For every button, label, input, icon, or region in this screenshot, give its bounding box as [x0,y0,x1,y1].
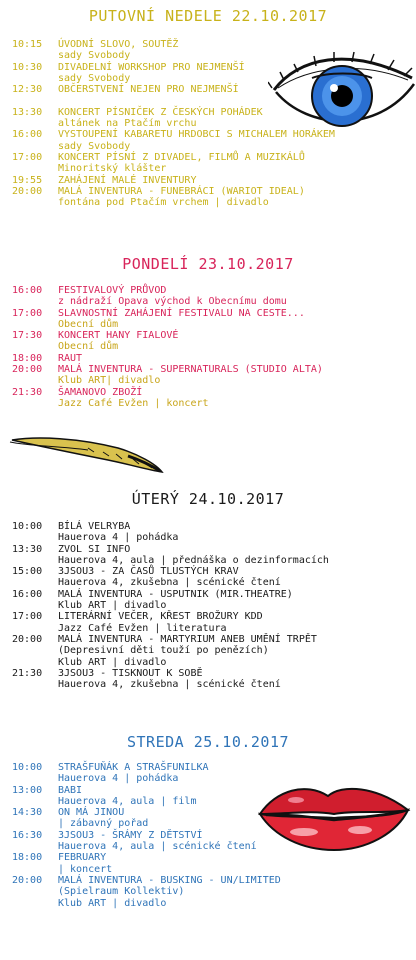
event-text: FESTIVALOVÝ PRŮVOD [58,285,167,296]
event-time [12,645,58,656]
event-time [12,577,58,588]
event-text: ÚVODNÍ SLOVO, SOUTĚŽ [58,39,179,50]
event-time [12,341,58,352]
event-text: LITERÁRNÍ VEČER, KŘEST BROŽURY KDD [58,611,263,623]
program-row [12,544,342,555]
event-text: Hauerova 4, aula | film [58,795,197,807]
event-time: 18:00 [12,852,43,864]
eye-illustration [268,38,416,136]
program-row [12,398,342,409]
program-row [12,668,342,679]
event-text: Jazz Café Evžen | literatura [58,622,227,634]
event-time [12,818,58,829]
event-text: z nádraží Opava východ k Obecnímu domu [58,296,287,308]
event-time: 15:00 [12,566,43,578]
program-row [12,555,342,566]
program-list [12,285,342,409]
event-text: (Spielraum Kollektiv) [58,886,185,898]
event-time [12,398,58,409]
event-time [12,50,58,61]
event-time: 10:30 [12,61,43,73]
event-time [12,141,58,152]
program-row [12,197,342,208]
event-time: 13:30 [12,106,43,118]
program-row [12,364,342,375]
event-text: KONCERT PÍSNÍ Z DIVADEL, FILMŮ A MUZIKÁLŮ [58,151,305,163]
event-text: Hauerova 4, zkušebna | scénické čtení [58,577,281,589]
program-row [12,152,342,163]
program-row [12,330,342,341]
event-time [12,886,58,897]
event-time [12,296,58,307]
event-time: 10:00 [12,762,43,773]
event-time [12,375,58,386]
event-text: RAUT [58,352,83,364]
event-text: SLAVNOSTNÍ ZAHÁJENÍ FESTIVALU NA CESTE... [58,307,305,319]
event-time: 21:30 [12,386,43,398]
day-heading: ÚTERÝ 24.10.2017 [131,490,285,508]
event-time [12,898,58,909]
event-text: MALÁ INVENTURA - SUPERNATURALS (STUDIO ALTA) [58,364,323,376]
program-row [12,898,342,909]
program-row [12,566,342,577]
event-text: OBČERSTVENÍ NEJEN PRO NEJMENŠÍ [58,84,239,96]
event-time: 19:55 [12,174,43,186]
event-text: fontána pod Ptačím vrchem | divadlo [58,197,269,209]
event-time: 16:00 [12,285,43,296]
program-row [12,645,342,656]
event-time: 20:00 [12,185,43,197]
program-row [12,521,342,532]
program-row [12,589,342,600]
program-row [12,657,342,668]
event-text: Obecní dům [58,341,119,353]
event-time: 17:00 [12,151,43,163]
event-time [12,95,58,106]
event-time: 13:30 [12,543,43,555]
event-text: MALÁ INVENTURA - FUNEBRÁCI (WARIOT IDEAL) [58,185,305,197]
event-text: BÍLÁ VELRYBA [58,521,131,532]
program-row [12,762,342,773]
event-text: ZVOL SI INFO [58,543,131,555]
program-row [12,634,342,645]
event-text: Jazz Café Evžen | koncert [58,397,209,409]
event-time [12,118,58,129]
event-text: altánek na Ptačím vrchu [58,118,197,130]
event-time [12,532,58,543]
event-text: Obecní dům [58,318,119,330]
program-row [12,163,342,174]
event-time: 17:00 [12,307,43,319]
event-text: 3JSOU3 - ZA ČASŮ TLUSTÝCH KRAV [58,566,239,578]
event-text: sady Svobody [58,50,131,62]
event-text: sady Svobody [58,140,131,152]
program-row [12,175,342,186]
program-row [12,532,342,543]
program-row [12,285,342,296]
event-text: Klub ART| divadlo [58,375,161,387]
program-row [12,864,342,875]
event-text: ON MÁ JINOU [58,807,125,819]
event-time: 16:30 [12,829,43,841]
event-time [12,864,58,875]
program-row [12,387,342,398]
event-text: ŠAMANOVO ZBOŽÍ [58,386,143,398]
event-text: MALÁ INVENTURA - USPUTNIK (MIR.THEATRE) [58,588,293,600]
program-row [12,296,342,307]
event-text: Minoritský klášter [58,163,167,175]
event-text: ZAHÁJENÍ MALÉ INVENTURY [58,174,197,186]
program-row [12,611,342,622]
event-text: KONCERT HANY FIALOVÉ [58,330,179,342]
event-text: sady Svobody [58,72,131,84]
program-row [12,886,342,897]
event-time [12,163,58,174]
event-text: 3JSOU3 - ŠRÁMY Z DĚTSTVÍ [58,829,203,841]
event-time: 17:30 [12,330,43,342]
event-time [12,555,58,566]
program-row [12,623,342,634]
event-text: 3JSOU3 - TISKNOUT K SOBĚ [58,667,203,679]
program-list [12,521,342,690]
program-row [12,875,342,886]
event-time: 21:30 [12,667,43,679]
program-row [12,341,342,352]
program-row [12,577,342,588]
event-text: | koncert [58,863,113,875]
event-text: | zábavný pořad [58,818,149,830]
event-text: DIVADELNÍ WORKSHOP PRO NEJMENŠÍ [58,61,245,73]
program-row [12,141,342,152]
event-text: BABI [58,784,83,796]
event-text: Klub ART | divadlo [58,656,167,668]
lips-illustration [256,780,412,852]
day-heading: PONDELÍ 23.10.2017 [122,255,294,273]
event-time [12,197,58,208]
event-text: STRAŠFUŇÁK A STRAŠFUNILKA [58,762,209,773]
event-time [12,623,58,634]
event-time [12,679,58,690]
event-time [12,73,58,84]
program-row [12,186,342,197]
event-text: Hauerova 4, zkušebna | scénické čtení [58,679,281,691]
day-heading: STREDA 25.10.2017 [126,733,290,751]
program-row [12,600,342,611]
event-time: 18:00 [12,352,43,364]
event-time [12,773,58,784]
event-time: 20:00 [12,364,43,376]
event-time [12,600,58,611]
eyebrow-illustration [8,434,168,476]
event-time: 16:00 [12,129,43,141]
event-text: Hauerova 4, aula | přednáška o dezinformacích [58,554,329,566]
event-time: 20:00 [12,633,43,645]
event-text: Hauerova 4 | pohádka [58,773,179,785]
event-time: 12:30 [12,84,43,96]
event-text: FEBRUARY [58,852,107,864]
program-row [12,375,342,386]
program-row [12,319,342,330]
event-time: 20:00 [12,874,43,886]
event-time [12,657,58,668]
event-text: VYSTOUPENÍ KABARETU HRDOBCI S MICHALEM HORÁKEM [58,129,335,141]
event-text: Klub ART | divadlo [58,600,167,612]
event-time: 14:30 [12,807,43,819]
event-time: 16:00 [12,588,43,600]
event-time [12,319,58,330]
program-row [12,852,342,863]
event-text: KONCERT PÍSNIČEK Z ČESKÝCH POHÁDEK [58,106,263,118]
event-time: 17:00 [12,611,43,623]
event-time [12,796,58,807]
day-heading: PUTOVNÍ NEDELE 22.10.2017 [88,7,328,25]
event-text: Klub ART | divadlo [58,897,167,909]
program-row [12,679,342,690]
event-text: (Depresivní děti touží po penězích) [58,645,269,657]
event-text: MALÁ INVENTURA - MARTYRIUM ANEB UMĚNÍ TRPĚT [58,633,317,645]
program-row [12,353,342,364]
event-time: 10:00 [12,521,43,532]
event-text: Hauerova 4, aula | scénické čtení [58,841,257,853]
event-time: 13:00 [12,784,43,796]
program-row [12,308,342,319]
event-text: MALÁ INVENTURA - BUSKING - UN/LIMITED [58,874,281,886]
event-time: 10:15 [12,39,43,50]
event-time [12,841,58,852]
event-text: Hauerova 4 | pohádka [58,532,179,544]
